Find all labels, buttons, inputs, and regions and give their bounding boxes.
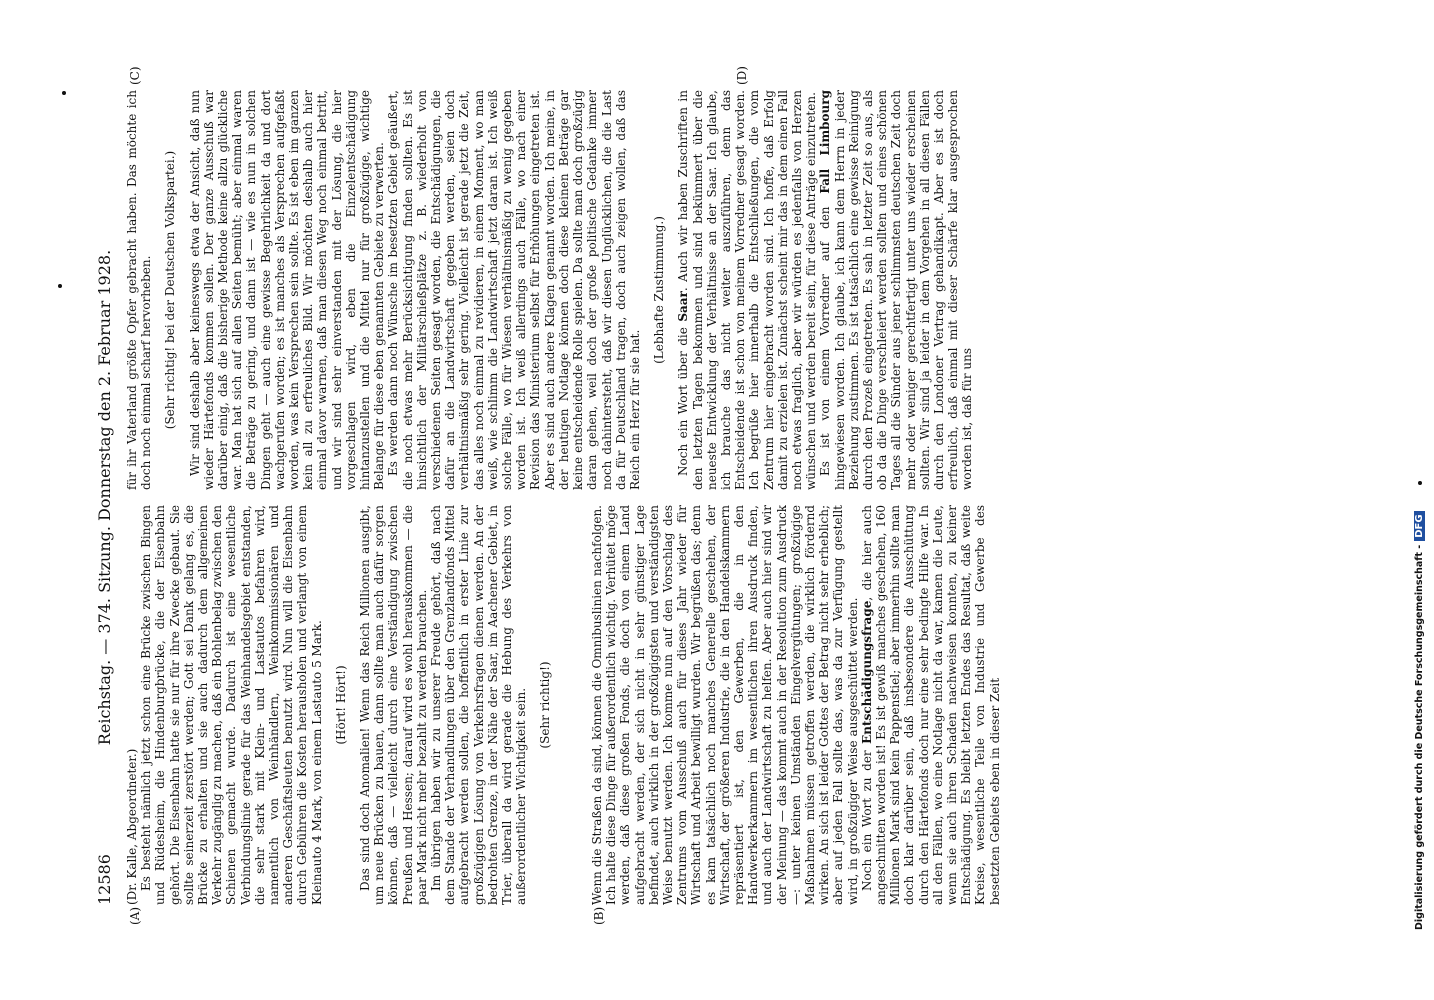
paragraph: Es besteht nämlich jetzt schon eine Brücke zwischen Bingen und Rüdesheim, die Hindenburgbrücke, die der Eisenbahn gehört. Die Eisenbahn hatte sie nur für ihre Zwecke gebaut. Sie sollte seinerzeit zerstört werden; Gott sei Dank gelang es, die Brücke zu erhalten und sie auch dadurch dem allgemeinen Verkehr zugänglig zu machen, daß ein Bohlenbelag zwischen den Schienen gemacht wurde. Dadurch ist eine wesentliche Verbindungslinie gerade für das Weinhandelsgebiet entstanden, die sehr stark mit Klein- und Lastautos befahren wird, namentlich von Weinhändlern, Weinkommissionären und anderen Geschäftsleuten benutzt wird. Nun will die Eisenbahn durch Gebühren die Kosten herausholen und verlangt von einem Kleinauto 4 Mark, von einem Lastauto 5 Mark.: [139, 505, 324, 905]
interjection: (Lebhafte Zustimmung.): [652, 216, 667, 364]
paragraph: Das sind doch Anomalien! Wenn das Reich Millionen ausgibt, um neue Brücken zu bauen, dann sollte man auch dafür sorgen können, daß — vielleicht durch eine Verständigung zwischen Preußen und Hessen; darauf wird es wohl herauskommen — die paar Mark nicht mehr bezahlt zu werden brauchen.: [358, 505, 429, 905]
topic-keyword: Saar: [676, 291, 691, 322]
paragraph: [818, 90, 974, 490]
text-run: hingewiesen worden. Ich glaube, ich kann dem Herrn in jeder Beziehung zustimmen. Es ist tatsächlich eine gewisse Reinigung durch den Prozeß eingetreten. Es sah in letzter Zeit so aus, als ob da die Dinge verschleiert werden sollten und eines schönen Tages all die Sünder aus jener schlimmsten deutschen Zeit doch mehr oder weniger gerechtfertigt unter uns wieder erscheinen sollten. Wir sind ja leider in dem Vorgehen in all diesen Fällen durch den Londoner Vertrag gehandikapt. Aber es ist doch erfreulich, daß einmal mit dieser Schärfe klar ausgesprochen worden ist, daß für uns: [832, 90, 975, 490]
text-run: Es ist von einem Vorredner auf den: [818, 193, 833, 476]
topic-keyword: Entschädigungsfrage: [859, 600, 874, 744]
credit-text: Digitalisierung gefördert durch die Deutsche Forschungsgemeinschaft -: [1414, 544, 1425, 930]
interjection: (Hört! Hört!): [333, 665, 348, 745]
paragraph: [676, 90, 818, 490]
scan-speck: [58, 284, 62, 288]
paragraph: [860, 505, 1002, 905]
scan-speck: [62, 91, 66, 95]
page-number: 12586: [95, 854, 114, 905]
speaker-line: (Dr. Kalle, Abgeordneter.): [125, 748, 139, 905]
margin-marker-d: (D): [735, 66, 749, 85]
column-left-upper: [125, 505, 585, 905]
margin-marker-a: (A): [128, 906, 142, 925]
interjection: (Sehr richtig! bei der Deutschen Volkspartei.): [163, 150, 178, 430]
topic-keyword: Fall Limbourg: [818, 90, 833, 194]
text-run: , die hier auch angeschnitten worden ist! Es ist gewiß manches geschehen, 160 Millionen Mark sind kein Pappenstiel; aber immerhin sollte man doch klar darüber sein, daß insbesondere die Ausschüttung durch den Härtefonds doch nur eine sehr bedingte Hilfe war. In all den Fällen, wo eine Notlage nicht da war, kamen die Leute, wenn sie auch ihren Schaden nachweisen konnten, zu keiner Entschädigung. Es bleibt letzten Endes das Resultat, daß weite Kreise, wesentliche Teile von Industrie und Gewerbe des besetzten Gebiets eben in dieser Zeit: [859, 505, 1002, 905]
column-left-lower: [590, 505, 1015, 905]
page-header: [95, 90, 125, 905]
paragraph: für ihr Vaterland größte Opfer gebracht haben. Das möchte ich doch noch einmal scharf hervorheben.: [125, 90, 154, 490]
text-run: Noch ein Wort über die: [676, 321, 691, 476]
text-run: . Auch wir haben Zuschriften in den letzten Tagen bekommen und sind bekümmert über die neueste Entwicklung der Verhältnisse an der Saar. Ich glaube, ich brauche das nicht weiter auszuführen, denn das Entscheidende ist schon von meinem Vorredner gesagt worden. Ich begrüße hier innerhalb die Entschließungen, die vom Zentrum hier eingebracht worden sind. Ich hoffe, daß Erfolg damit zu erzielen ist. Zunächst scheint mir das in dem einen Fall noch etwas fraglich, aber wir würden es jedenfalls von Herzen wünschen und werden bereit sein, für diese Anträge einzutreten.: [676, 90, 819, 490]
paragraph: Im übrigen haben wir zu unserer Freude gehört, daß nach dem Stande der Verhandlungen über den Grenzlandfonds Mittel aufgebracht werden sollen, die hoffentlich in erster Linie zur großzügigen Lösung von Verkehrsfragen dienen werden. An der bedrohten Grenze, in der Nähe der Saar, im Aachener Gebiet, in Trier, überall da wird gerade die Hebung des Verkehrs von außerordentlicher Wichtigkeit sein.: [429, 505, 529, 905]
paragraph: Wenn die Straßen da sind, können die Omnibuslinien nachfolgen. Ich halte diese Dinge für außerordentlich wichtig. Verhütet möge werden, daß diese großen Fonds, die doch von einem Land aufgebracht werden, der sich nicht in sehr günstiger Lage befindet, auch wirklich in der großzügigsten und verständigsten Weise benutzt werden. Ich komme nun auf den Vorschlag des Zentrums vom Ausschuß auch für dieses Jahr wieder für Wirtschaft und Arbeit bewilligt wurden. Wir begrüßen das; denn es kam tatsächlich noch manches Generelle geschehen, der Wirtschaft, der größeren Industrie, die in den Handelskammern repräsentiert ist, den Gewerben, die in den Handwerkerkammern im wesentlichen ihren Ausdruck finden, und auch der Landwirtschaft zu helfen. Aber auch hier sind wir der Meinung — das kommt auch in der Resolution zum Ausdruck —: unter keinen Umständen Eingelvergütungen; großzügige Maßnahmen müssen getroffen werden, die wirklich fördernd wirken. An sich ist leider Gottes der Betrag nicht sehr erheblich; aber auf jeden Fall sollte das, was da zur Verfügung gestellt wird, in großzügiger Weise ausgeschüttet werden.: [590, 505, 860, 905]
paragraph: Wir sind deshalb aber keineswegs etwa der Ansicht, daß nun wieder Härtefonds kommen sollen. Der ganze Ausschuß war darüber einig, daß die bisherige Methode keine allzu glückliche war. Man hat sich auf allen Seiten bemüht; aber einmal waren die Beträge zu gering, und dann ist — wie es nun in solchen Dingen geht — auch eine gewisse Begehrlichkeit da und dort wachgerufen worden; es ist manches als Versprechen aufgefaßt worden, was kein Versprechen sein sollte. Es ist eben im ganzen kein all zu erfreuliches Bild. Wir möchten deshalb auch hier einmal davor warnen, daß man diesen Weg noch einmal betritt, und wir sind sehr einverstanden mit der Lösung, die hier vorgeschlagen wird, eben die Einzelentschädigung hintanzustellen und die Mittel nur für großzügige, wichtige Belange für diese eben genannten Gebiete zu verwerten.: [187, 90, 387, 490]
margin-marker-b: (B): [592, 906, 606, 925]
dfg-logo: DFG: [1414, 511, 1425, 540]
page-heading: Reichstag. — 374. Sitzung. Donnerstag den 2. Februar 1928.: [95, 249, 114, 746]
paragraph: Es werden dann noch Wünsche im besetzten Gebiet geäußert, die noch etwas mehr Berücksichtigung finden sollten. Es ist hinsichtlich der Militärschießplätze z. B. wiederholt von verschiedenen Seiten gesagt worden, die Entschädigungen, die dafür an die Landwirtschaft gegeben werden, seien doch verhältnismäßig sehr gering. Vielleicht ist gerade jetzt die Zeit, das alles noch einmal zu revidieren, in einem Moment, wo man weiß, wie schlimm die Landwirtschaft jetzt daran ist. Ich weiß solche Fälle, wo für Wiesen verhältnismäßig zu wenig gegeben worden ist. Ich weiß allerdings auch Fälle, wo nach einer Revision das Ministerium selbst für Erhöhungen eingetreten ist. Aber es sind auch andere Klagen genannt worden. Ich meine, in der heutigen Notlage können doch diese kleinen Beträge gar keine entscheidende Rolle spielen. Da sollte man doch großzügig daran gehen, weil doch der große politische Gedanke immer noch dahintersteht, daß wir diesen Unglücklichen, die die Last da für Deutschland tragen, doch auch zeigen wollen, daß das Reich ein Herz für sie hat.: [386, 90, 642, 490]
interjection: (Sehr richtig!): [538, 661, 553, 749]
digitization-credit: [1414, 50, 1430, 930]
margin-marker-c: (C): [128, 66, 142, 85]
column-right: [125, 90, 1005, 490]
text-run: Noch ein Wort zu der: [859, 743, 874, 891]
